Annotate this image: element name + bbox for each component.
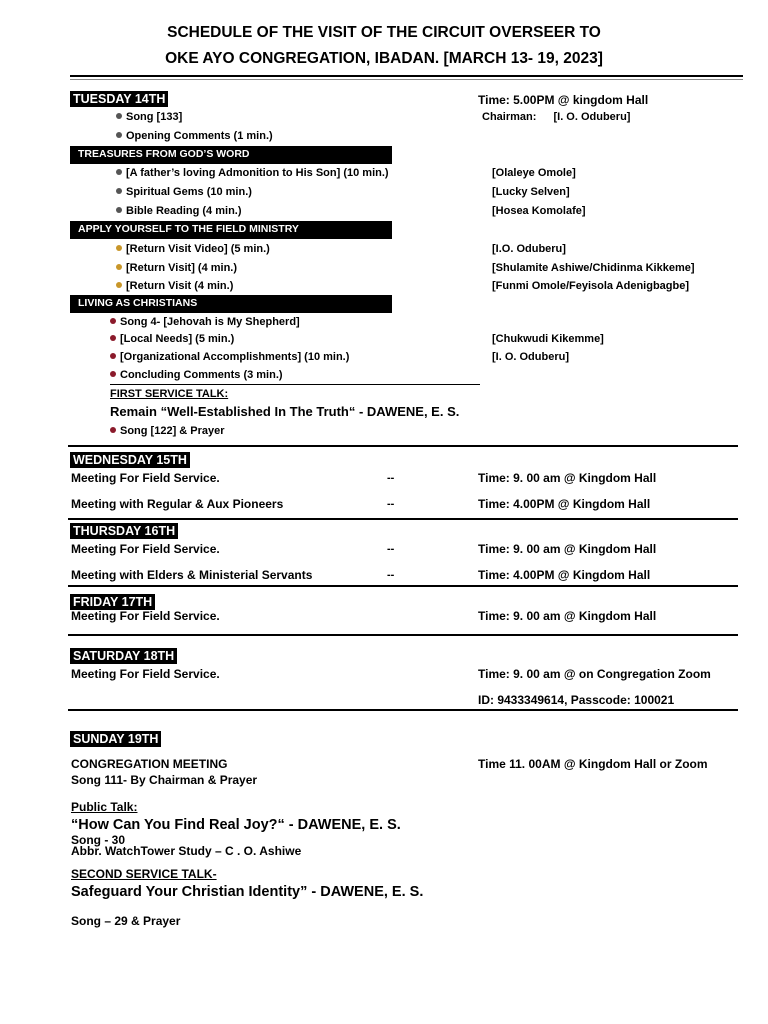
divider — [110, 384, 480, 385]
thursday-time: Time: 9. 00 am @ Kingdom Hall — [478, 542, 657, 556]
list-item — [116, 205, 242, 217]
field-item: [Return Visit (4 min.) — [126, 280, 234, 292]
living-item: Song 4- [Jehovah is My Shepherd] — [120, 316, 300, 328]
tuesday-day-label: TUESDAY 14TH — [70, 91, 168, 107]
bullet-icon — [116, 264, 122, 270]
sunday-meeting: CONGREGATION MEETING — [71, 757, 228, 771]
first-service-talk-label: FIRST SERVICE TALK: — [110, 388, 229, 400]
thursday-day-label: THURSDAY 16TH — [70, 523, 178, 539]
bullet-icon — [116, 207, 122, 213]
friday-item: Meeting For Field Service. — [71, 609, 220, 623]
list-item — [116, 167, 389, 179]
chairman-label: Chairman: — [482, 111, 537, 123]
sunday-opening-song: Song 111- By Chairman & Prayer — [71, 773, 258, 787]
first-service-talk-title: Remain “Well-Established In The Truth“ - DAWENE, E. S. — [110, 404, 460, 419]
saturday-time: Time: 9. 00 am @ on Congregation Zoom — [478, 667, 711, 681]
public-talk-label: Public Talk: — [71, 800, 138, 814]
living-item: [Organizational Accomplishments] (10 min.) — [120, 351, 350, 363]
bullet-icon — [110, 318, 116, 324]
treasures-person: [Lucky Selven] — [492, 186, 570, 198]
bullet-icon — [116, 132, 122, 138]
list-item — [116, 243, 270, 255]
field-item: [Return Visit] (4 min.) — [126, 262, 238, 274]
title-rule-top — [70, 75, 743, 77]
wednesday-time: Time: 4.00PM @ Kingdom Hall — [478, 497, 651, 511]
tuesday-time: Time: 5.00PM @ kingdom Hall — [478, 93, 649, 107]
sunday-closing-song: Song – 29 & Prayer — [71, 914, 181, 928]
friday-time: Time: 9. 00 am @ Kingdom Hall — [478, 609, 657, 623]
thursday-dash: -- — [387, 543, 395, 555]
field-person: [Shulamite Ashiwe/Chidinma Kikkeme] — [492, 262, 695, 274]
sunday-song-30: Song - 30 — [71, 833, 126, 847]
treasures-item: Bible Reading (4 min.) — [126, 205, 242, 217]
divider — [68, 518, 738, 520]
living-person: [Chukwudi Kikemme] — [492, 333, 604, 345]
list-item — [116, 130, 273, 142]
title-line-1: SCHEDULE OF THE VISIT OF THE CIRCUIT OVERSEER TO — [167, 24, 601, 41]
wednesday-dash: -- — [387, 472, 395, 484]
wednesday-time: Time: 9. 00 am @ Kingdom Hall — [478, 471, 657, 485]
chairman-name: [I. O. Oduberu] — [553, 111, 631, 123]
bullet-icon — [110, 335, 116, 341]
bullet-icon — [116, 282, 122, 288]
thursday-item: Meeting with Elders & Ministerial Servants — [71, 568, 313, 582]
field-item: [Return Visit Video] (5 min.) — [126, 243, 270, 255]
saturday-day-label: SATURDAY 18TH — [70, 648, 177, 664]
wednesday-day-label: WEDNESDAY 15TH — [70, 452, 190, 468]
section-header-treasures: TREASURES FROM GOD’S WORD — [70, 146, 392, 164]
list-item — [116, 262, 237, 274]
treasures-item: [A father’s loving Admonition to His Son] (10 min.) — [126, 167, 389, 179]
list-item — [110, 351, 349, 363]
divider — [68, 445, 738, 447]
wednesday-item: Meeting For Field Service. — [71, 471, 220, 485]
section-header-living: LIVING AS CHRISTIANS — [70, 295, 392, 313]
list-item — [110, 333, 234, 345]
bullet-icon — [110, 371, 116, 377]
field-person: [I.O. Oduberu] — [492, 243, 566, 255]
second-service-talk-label: SECOND SERVICE TALK- — [71, 867, 217, 881]
title-line-2: OKE AYO CONGREGATION, IBADAN. [MARCH 13- 19, 2023] — [165, 50, 603, 67]
section-header-field-ministry: APPLY YOURSELF TO THE FIELD MINISTRY — [70, 221, 392, 239]
divider — [68, 634, 738, 636]
list-item — [116, 186, 252, 198]
bullet-icon — [110, 353, 116, 359]
bullet-icon — [116, 188, 122, 194]
list-item — [110, 369, 283, 381]
field-person: [Funmi Omole/Feyisola Adenigbagbe] — [492, 280, 690, 292]
sunday-time: Time 11. 00AM @ Kingdom Hall or Zoom — [478, 757, 708, 771]
bullet-icon — [110, 427, 116, 433]
title-rule-bottom — [70, 79, 743, 80]
bullet-icon — [116, 113, 122, 119]
bullet-icon — [116, 245, 122, 251]
chairman-row — [482, 111, 630, 123]
saturday-zoom-details: ID: 9433349614, Passcode: 100021 — [478, 693, 675, 707]
friday-day-label: FRIDAY 17TH — [70, 594, 155, 610]
wednesday-item: Meeting with Regular & Aux Pioneers — [71, 497, 284, 511]
list-item — [116, 280, 233, 292]
living-item: [Local Needs] (5 min.) — [120, 333, 235, 345]
opening-comments: Opening Comments (1 min.) — [126, 130, 273, 142]
living-item: Concluding Comments (3 min.) — [120, 369, 283, 381]
living-person: [I. O. Oduberu] — [492, 351, 569, 363]
wednesday-dash: -- — [387, 498, 395, 510]
thursday-item: Meeting For Field Service. — [71, 542, 220, 556]
divider — [68, 709, 738, 711]
list-item — [110, 316, 300, 328]
opening-song: Song [133] — [126, 111, 183, 123]
tuesday-closing-song: Song [122] & Prayer — [120, 425, 225, 437]
treasures-person: [Hosea Komolafe] — [492, 205, 586, 217]
bullet-icon — [116, 169, 122, 175]
divider — [68, 585, 738, 587]
list-item — [116, 111, 182, 123]
second-service-talk-title: Safeguard Your Christian Identity” - DAWENE, E. S. — [71, 884, 424, 900]
thursday-dash: -- — [387, 569, 395, 581]
treasures-person: [Olaleye Omole] — [492, 167, 576, 179]
thursday-time: Time: 4.00PM @ Kingdom Hall — [478, 568, 651, 582]
list-item — [110, 425, 225, 437]
saturday-item: Meeting For Field Service. — [71, 667, 220, 681]
treasures-item: Spiritual Gems (10 min.) — [126, 186, 252, 198]
sunday-day-label: SUNDAY 19TH — [70, 731, 161, 747]
public-talk-title: “How Can You Find Real Joy?“ - DAWENE, E. S. — [71, 817, 401, 833]
watchtower-study: Abbr. WatchTower Study – C . O. Ashiwe — [71, 844, 302, 858]
